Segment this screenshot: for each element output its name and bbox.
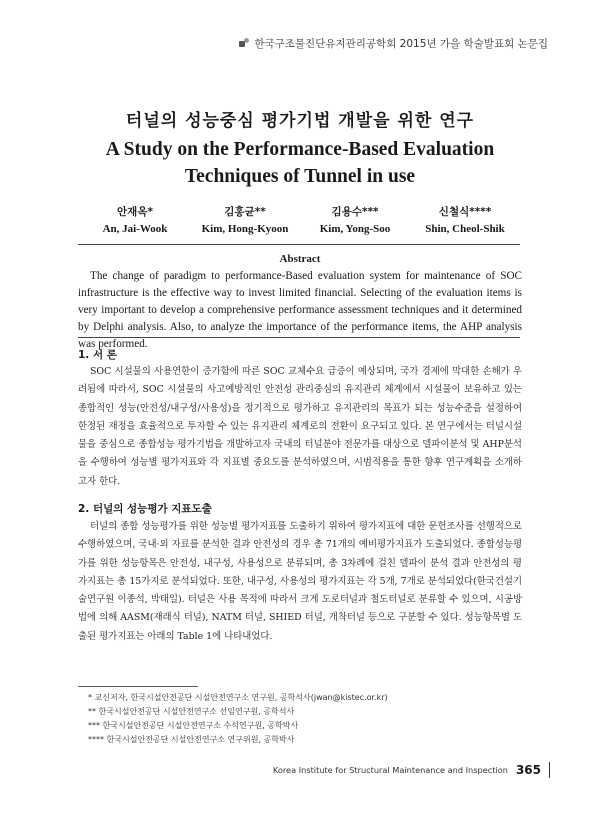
author-3 — [300, 204, 410, 235]
footer-divider — [549, 762, 550, 778]
author-1 — [80, 204, 190, 235]
author-name-english: An, Jai-Wook — [102, 223, 168, 235]
author-name-english: Kim, Yong-Soo — [319, 223, 391, 235]
proceedings-title: 한국구조물진단유지관리공학회 2015년 가을 학술발표회 논문집 — [254, 38, 548, 50]
abstract-heading: Abstract — [279, 253, 321, 265]
footer-institute: Korea Institute for Structural Maintenance and Inspection — [272, 765, 508, 775]
section-heading-introduction: 1. 서 론 — [78, 349, 117, 361]
page-footer — [273, 762, 550, 778]
society-logo-icon — [239, 38, 250, 49]
paper-title-english: A Study on the Performance-Based Evaluation Techniques of Tunnel in use — [105, 139, 495, 187]
section-body-indicators: 터널의 종합 성능평가를 위한 성능별 평가지표를 도출하기 위하여 평가지표에 대한 문헌조사를 선행적으로 수행하였으며, 국내·외 자료를 분석한 결과 안전성의 경우 총 71개의 예비평가지표가 도출되었다. 종합성능평가를 위한 성능항목은 안전성, 내구성, 사용성으로 분류되며, 총 3차례에 걸친 델파이 분석 결과 안전성의 평가지표는 총 15가지로 분석되었다. 또한, 내구성, 사용성의 평가지표는 각 5개, 7개로 분석되었다(한국건설기술연구원 이종석, 박태일). 터널은 사용 목적에 따라서 크게 도로터널과 철도터널로 분류할 수 있으며, 시공방법에 의해 AASM(재래식 터널), NATM 터널, SHIED 터널, 개착터널 등으로 구분할 수 있다. 성능항목별 도출된 평가지표는 아래의 Table 1에 나타내었다. — [78, 521, 522, 642]
author-name-korean: 안재옥* — [117, 206, 153, 218]
author-2 — [190, 204, 300, 235]
section-body-introduction: SOC 시설물의 사용연한이 증가함에 따른 SOC 교체수요 급증이 예상되며, 국가 경제에 막대한 손해가 우려됨에 따라서, SOC 시설물의 사고예방적인 안전성 관리중심의 유지관리 체계에서 시설물이 보유하고 있는 종합적인 성능(안전성/내구성/사용성)을 정기적으로 평가하고 유지관리의 목표가 되는 성능수준을 설정하여 한정된 재정을 효율적으로 투자할 수 있는 유지관리 체계로의 전환이 요구되고 있다. 본 연구에서는 터널시설물을 중심으로 종합성능 평가기법을 개발하고자 국내의 터널분야 전문가를 대상으로 델파이분석 및 AHP분석을 수행하여 성능별 평가지표와 각 지표별 중요도를 분석하였으며, 시범적용을 통한 향후 연구계획을 소개하고자 한다. — [78, 366, 522, 487]
abstract-text: The change of paradigm to performance-Based evaluation system for maintenance of SOC infrastructure is the effective way to invest limited financial. Selecting of the evaluation items is very important to develop a comprehensive performance assessment techniques and it determined by Delphi analysis. Also, to analyze the importance of the performance items, the AHP analysis was performed. — [78, 270, 522, 350]
page-number: 365 — [515, 763, 541, 777]
author-name-english: Shin, Cheol-Shik — [425, 223, 505, 235]
author-4 — [410, 204, 520, 235]
footnote-rule — [78, 686, 198, 687]
paper-title-korean: 터널의 성능중심 평가기법 개발을 위한 연구 — [125, 111, 475, 131]
abstract-bottom-rule — [78, 337, 520, 338]
author-name-korean: 신철식**** — [438, 206, 492, 218]
footnote: *** 한국시설안전공단 시설안전연구소 수석연구원, 공학박사 — [88, 721, 299, 730]
author-name-korean: 김용수*** — [331, 206, 379, 218]
running-header — [239, 36, 548, 51]
author-name-korean: 김홍균** — [224, 206, 266, 218]
footnote: ** 한국시설안전공단 시설안전연구소 선임연구원, 공학석사 — [88, 707, 295, 716]
author-name-english: Kim, Hong-Kyoon — [201, 223, 289, 235]
footnote: **** 한국시설안전공단 시설안전연구소 연구위원, 공학박사 — [88, 735, 295, 744]
author-list — [80, 204, 520, 235]
footnotes — [88, 691, 508, 747]
abstract-top-rule — [78, 244, 520, 245]
footnote: * 교신저자, 한국시설안전공단 시설안전연구소 연구원, 공학석사(jwan@kistec.or.kr) — [88, 693, 388, 702]
section-heading-indicators: 2. 터널의 성능평가 지표도출 — [78, 503, 212, 515]
